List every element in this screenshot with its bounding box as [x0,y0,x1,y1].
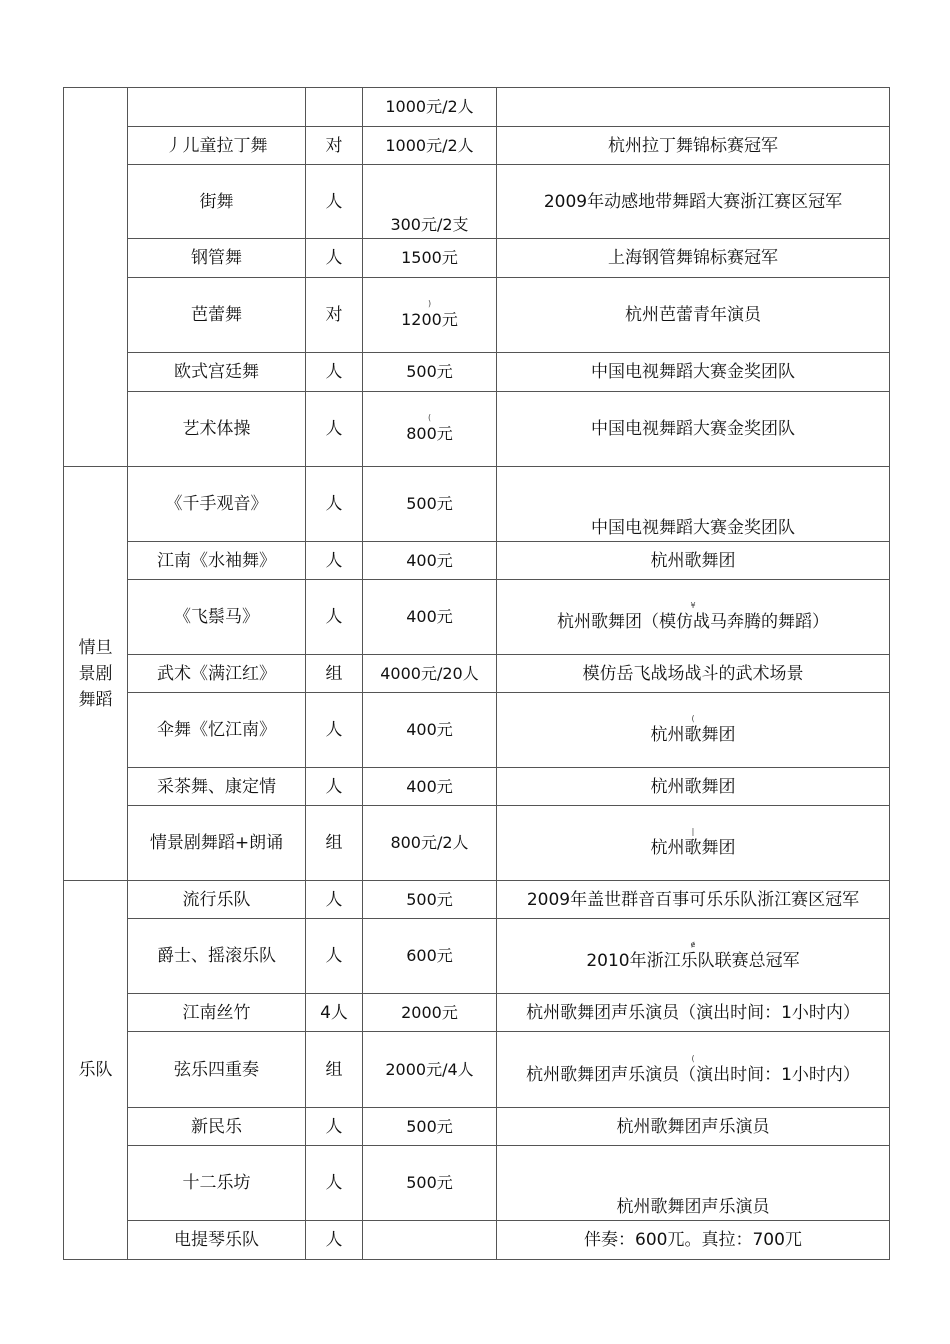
item-unit: 人 [306,392,363,467]
table-row [64,467,890,542]
item-price: 500元 [363,881,497,919]
stray-mark: ¥ [690,601,696,610]
item-name: 艺术体操 [128,392,306,467]
item-unit: 组 [306,806,363,881]
table-row [64,278,890,353]
stray-mark: ( [691,714,695,723]
item-desc: 杭州歌舞团声乐演员（演出时间：1小时内） [497,994,890,1032]
category-cell: 情旦景剧舞蹈 [64,467,128,881]
item-name: 爵士、摇滚乐队 [128,919,306,994]
item-name [128,88,306,127]
item-name: 街舞 [128,165,306,239]
table-row [64,127,890,165]
item-unit: 组 [306,1032,363,1108]
item-price: 400元 [363,768,497,806]
table-row [64,994,890,1032]
item-name: 武术《满江红》 [128,655,306,693]
item-unit [306,88,363,127]
table-row [64,1108,890,1146]
item-price: 1200元 [401,310,458,329]
item-name: 芭蕾舞 [128,278,306,353]
item-name: 江南《水袖舞》 [128,542,306,580]
item-desc: 杭州芭蕾青年演员 [497,278,890,353]
item-name: 弦乐四重奏 [128,1032,306,1108]
item-price-cell [363,278,497,353]
item-price: 800元/2人 [363,806,497,881]
item-price: 1000元/2人 [363,88,497,127]
table-row [64,655,890,693]
item-name: 流行乐队 [128,881,306,919]
item-unit: 人 [306,768,363,806]
table-row [64,239,890,278]
item-unit: 组 [306,655,363,693]
item-name: 《千手观音》 [128,467,306,542]
item-desc [497,88,890,127]
item-name: 欧式宫廷舞 [128,353,306,392]
table-row [64,693,890,768]
item-desc: 模仿岳飞战场战斗的武术场景 [497,655,890,693]
item-desc: 杭州歌舞团 [497,768,890,806]
item-name: 伞舞《忆江南》 [128,693,306,768]
table-row [64,165,890,239]
item-desc: 上海钢管舞锦标赛冠军 [497,239,890,278]
item-price-cell [363,392,497,467]
item-unit: 人 [306,881,363,919]
item-unit: 人 [306,165,363,239]
item-name: 《飞鬃马》 [128,580,306,655]
item-desc: 中国电视舞蹈大赛金奖团队 [497,467,890,542]
item-desc: 2009年动感地带舞蹈大赛浙江赛区冠军 [497,165,890,239]
item-unit: 人 [306,353,363,392]
table-row [64,806,890,881]
item-name: 钢管舞 [128,239,306,278]
item-name: 情景剧舞蹈+朗诵 [128,806,306,881]
item-desc: 杭州歌舞团 [650,725,736,745]
item-unit: 人 [306,1108,363,1146]
item-price: 500元 [363,353,497,392]
table-row [64,88,890,127]
item-desc: 伴奏：600兀。真拉：700兀 [497,1221,890,1260]
item-price: 1000元/2人 [363,127,497,165]
item-unit: 人 [306,580,363,655]
item-unit: 对 [306,127,363,165]
item-desc-cell [497,580,890,655]
item-name: 采茶舞、康定情 [128,768,306,806]
item-price: 400元 [363,693,497,768]
item-desc: 杭州歌舞团 [650,838,736,858]
item-desc-cell [497,919,890,994]
item-desc: 杭州歌舞团 [497,542,890,580]
item-price: 500元 [363,1146,497,1221]
item-price: 600元 [363,919,497,994]
table-row [64,1146,890,1221]
table-row [64,542,890,580]
stray-mark: ( [691,1053,695,1063]
table-row [64,353,890,392]
item-price: 800元 [406,424,453,443]
stray-mark: ɇ [690,940,696,949]
item-name: 十二乐坊 [128,1146,306,1221]
item-unit: 人 [306,1221,363,1260]
item-unit: 人 [306,542,363,580]
table-row [64,768,890,806]
item-unit: 4人 [306,994,363,1032]
item-desc: 2009年盖世群音百事可乐乐队浙江赛区冠军 [497,881,890,919]
item-desc: 杭州歌舞团声乐演员 [497,1146,890,1221]
item-unit: 人 [306,239,363,278]
item-desc: 杭州拉丁舞锦标赛冠军 [497,127,890,165]
table-row [64,1221,890,1260]
item-desc: 杭州歌舞团声乐演员 [497,1108,890,1146]
item-name: 电提琴乐队 [128,1221,306,1260]
item-price: 1500元 [363,239,497,278]
item-name: 丿儿童拉丁舞 [128,127,306,165]
price-table [63,87,890,1260]
item-name: 新民乐 [128,1108,306,1146]
item-unit: 人 [306,693,363,768]
item-desc-cell [497,1032,890,1108]
stray-mark: ) [427,299,432,308]
item-name: 江南丝竹 [128,994,306,1032]
item-unit: 人 [306,467,363,542]
item-price: 2000元/4人 [363,1032,497,1108]
table-row [64,392,890,467]
table-row [64,881,890,919]
item-price: 4000元/20人 [363,655,497,693]
item-desc: 2010年浙江乐队联赛总冠军 [586,951,800,971]
item-price [363,1221,497,1260]
item-desc: 中国电视舞蹈大赛金奖团队 [497,353,890,392]
table-row [64,580,890,655]
item-price: 500元 [363,1108,497,1146]
item-price: 400元 [363,542,497,580]
item-desc-cell [497,806,890,881]
stray-mark: ( [427,413,432,422]
category-cell [64,88,128,467]
item-price: 500元 [363,467,497,542]
item-price: 2000元 [363,994,497,1032]
item-price: 300元/2支 [363,165,497,239]
item-desc: 中国电视舞蹈大赛金奖团队 [497,392,890,467]
item-unit: 人 [306,1146,363,1221]
item-price: 400元 [363,580,497,655]
table-row [64,1032,890,1108]
item-unit: 人 [306,919,363,994]
item-desc: 杭州歌舞团（模仿战马奔腾的舞蹈） [557,612,829,632]
item-unit: 对 [306,278,363,353]
stray-mark: | [691,827,695,836]
category-cell: 乐队 [64,881,128,1260]
item-desc: 杭州歌舞团声乐演员（演出时间：1小时内） [526,1064,860,1085]
table-row [64,919,890,994]
item-desc-cell [497,693,890,768]
